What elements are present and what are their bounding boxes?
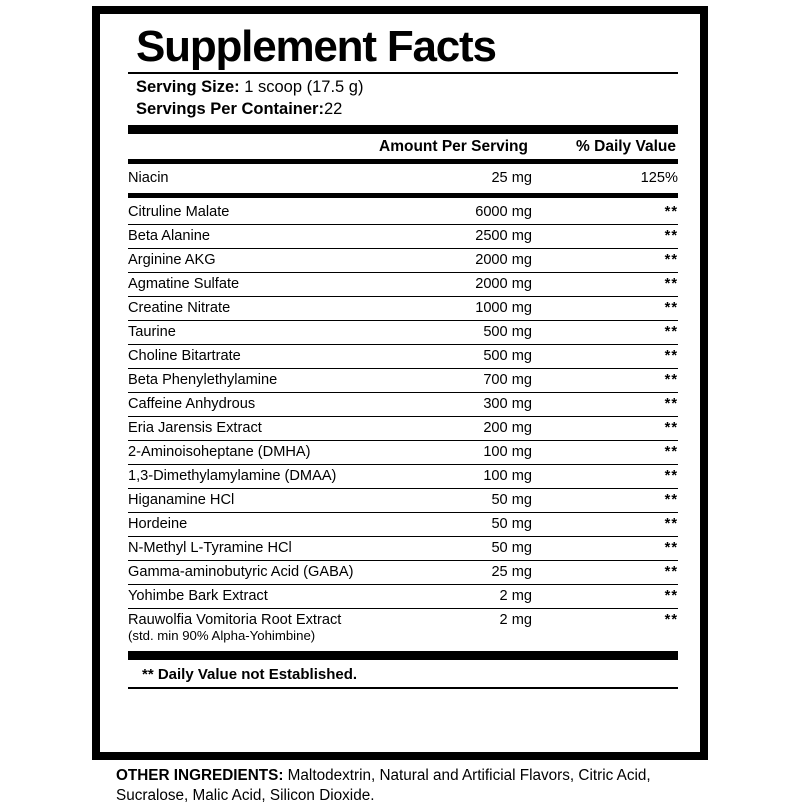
nutrient-amount: 2 mg xyxy=(499,612,532,629)
table-row xyxy=(128,272,678,296)
serving-size-value: 1 scoop (17.5 g) xyxy=(244,78,364,97)
nutrient-daily-value: ** xyxy=(532,296,678,320)
table-row xyxy=(128,584,678,608)
table-row xyxy=(128,488,678,512)
other-ingredients-text: Maltodextrin, Natural and Artificial Flavors, Citric Acid, Sucralose, Malic Acid, Silicon Dioxide. xyxy=(116,767,651,804)
nutrient-name: 2-Aminoisoheptane (DMHA) xyxy=(128,440,414,464)
nutrient-name: Citruline Malate xyxy=(128,201,414,225)
nutrient-name: Beta Alanine xyxy=(128,224,414,248)
nutrient-daily-value: ** xyxy=(532,392,678,416)
other-ingredients-label: OTHER INGREDIENTS: xyxy=(116,767,284,784)
nutrient-amount: 50 mg xyxy=(414,488,532,512)
divider-under-title xyxy=(128,72,678,74)
nutrient-amount: 2000 mg xyxy=(414,272,532,296)
table-row xyxy=(128,512,678,536)
table-row xyxy=(128,368,678,392)
servings-per-container-value: 22 xyxy=(323,100,343,119)
nutrient-name-main: Rauwolfia Vomitoria Root Extract xyxy=(128,612,342,629)
nutrient-daily-value: ** xyxy=(532,416,678,440)
nutrient-daily-value: ** xyxy=(532,320,678,344)
column-headers xyxy=(128,138,678,156)
nutrient-amount: 25 mg xyxy=(491,170,532,187)
nutrient-daily-value: ** xyxy=(532,344,678,368)
divider-above-columns xyxy=(128,125,678,134)
nutrient-daily-value: ** xyxy=(532,248,678,272)
divider-under-columns xyxy=(128,159,678,164)
table-row xyxy=(128,536,678,560)
supplement-facts-inner xyxy=(100,14,700,752)
nutrient-daily-value: ** xyxy=(532,440,678,464)
nutrient-name: N-Methyl L-Tyramine HCl xyxy=(128,536,414,560)
nutrient-name: Yohimbe Bark Extract xyxy=(128,584,414,608)
nutrient-daily-value: ** xyxy=(532,224,678,248)
nutrient-amount: 6000 mg xyxy=(414,201,532,225)
nutrient-daily-value: ** xyxy=(532,488,678,512)
nutrient-amount: 2000 mg xyxy=(414,248,532,272)
nutrient-amount: 500 mg xyxy=(414,320,532,344)
serving-size-label: Serving Size: xyxy=(136,78,240,97)
nutrients-table xyxy=(128,167,678,190)
table-row xyxy=(128,344,678,368)
nutrient-name: Agmatine Sulfate xyxy=(128,272,414,296)
table-row xyxy=(128,167,678,190)
ingredients-table xyxy=(128,201,678,647)
table-row xyxy=(128,320,678,344)
nutrient-name-sub: (std. min 90% Alpha-Yohimbine) xyxy=(128,628,316,644)
nutrient-daily-value: ** xyxy=(532,368,678,392)
table-row xyxy=(128,201,678,225)
table-row xyxy=(128,464,678,488)
nutrient-name xyxy=(128,608,414,647)
nutrient-daily-value: 125% xyxy=(640,170,678,187)
nutrient-name: Beta Phenylethylamine xyxy=(128,368,414,392)
table-row xyxy=(128,608,678,647)
nutrient-name: Choline Bitartrate xyxy=(128,344,414,368)
nutrient-name: Arginine AKG xyxy=(128,248,414,272)
table-row xyxy=(128,296,678,320)
nutrient-amount: 200 mg xyxy=(414,416,532,440)
nutrient-name: 1,3-Dimethylamylamine (DMAA) xyxy=(128,464,414,488)
daily-value-footnote: ** Daily Value not Established. xyxy=(142,665,358,683)
nutrient-amount: 50 mg xyxy=(414,536,532,560)
nutrient-name: Niacin xyxy=(128,170,169,187)
serving-info xyxy=(136,76,678,121)
nutrient-daily-value: ** xyxy=(532,272,678,296)
nutrient-amount: 1000 mg xyxy=(414,296,532,320)
nutrient-amount: 300 mg xyxy=(414,392,532,416)
nutrient-daily-value: ** xyxy=(532,464,678,488)
nutrient-name: Gamma-aminobutyric Acid (GABA) xyxy=(128,560,414,584)
nutrient-daily-value: ** xyxy=(532,536,678,560)
nutrient-amount: 2500 mg xyxy=(414,224,532,248)
nutrient-daily-value: ** xyxy=(664,612,678,629)
divider-under-niacin xyxy=(128,193,678,198)
nutrient-daily-value: ** xyxy=(532,560,678,584)
page-title: Supplement Facts xyxy=(136,22,496,71)
nutrient-amount: 2 mg xyxy=(414,584,532,608)
nutrient-amount: 500 mg xyxy=(414,344,532,368)
nutrient-amount: 700 mg xyxy=(414,368,532,392)
nutrient-daily-value: ** xyxy=(532,201,678,225)
nutrient-name: Higanamine HCl xyxy=(128,488,414,512)
table-row xyxy=(128,440,678,464)
nutrient-name: Hordeine xyxy=(128,512,414,536)
supplement-facts-panel xyxy=(92,6,708,760)
table-row xyxy=(128,224,678,248)
divider-below-footnote xyxy=(128,687,678,689)
servings-per-container-line xyxy=(136,98,678,120)
nutrient-name: Creatine Nitrate xyxy=(128,296,414,320)
table-row xyxy=(128,248,678,272)
divider-above-footnote xyxy=(128,651,678,660)
table-row xyxy=(128,392,678,416)
nutrient-name: Caffeine Anhydrous xyxy=(128,392,414,416)
column-header-daily-value: % Daily Value xyxy=(576,137,676,155)
column-header-amount: Amount Per Serving xyxy=(379,137,528,155)
table-row xyxy=(128,416,678,440)
serving-size-line xyxy=(136,76,678,98)
nutrient-daily-value: ** xyxy=(532,512,678,536)
nutrient-amount: 100 mg xyxy=(414,440,532,464)
nutrient-name: Taurine xyxy=(128,320,414,344)
servings-per-container-label: Servings Per Container: xyxy=(136,100,324,119)
nutrient-amount: 50 mg xyxy=(414,512,532,536)
nutrient-amount: 100 mg xyxy=(414,464,532,488)
nutrient-amount: 25 mg xyxy=(414,560,532,584)
nutrient-name: Eria Jarensis Extract xyxy=(128,416,414,440)
table-row xyxy=(128,560,678,584)
nutrient-daily-value: ** xyxy=(532,584,678,608)
